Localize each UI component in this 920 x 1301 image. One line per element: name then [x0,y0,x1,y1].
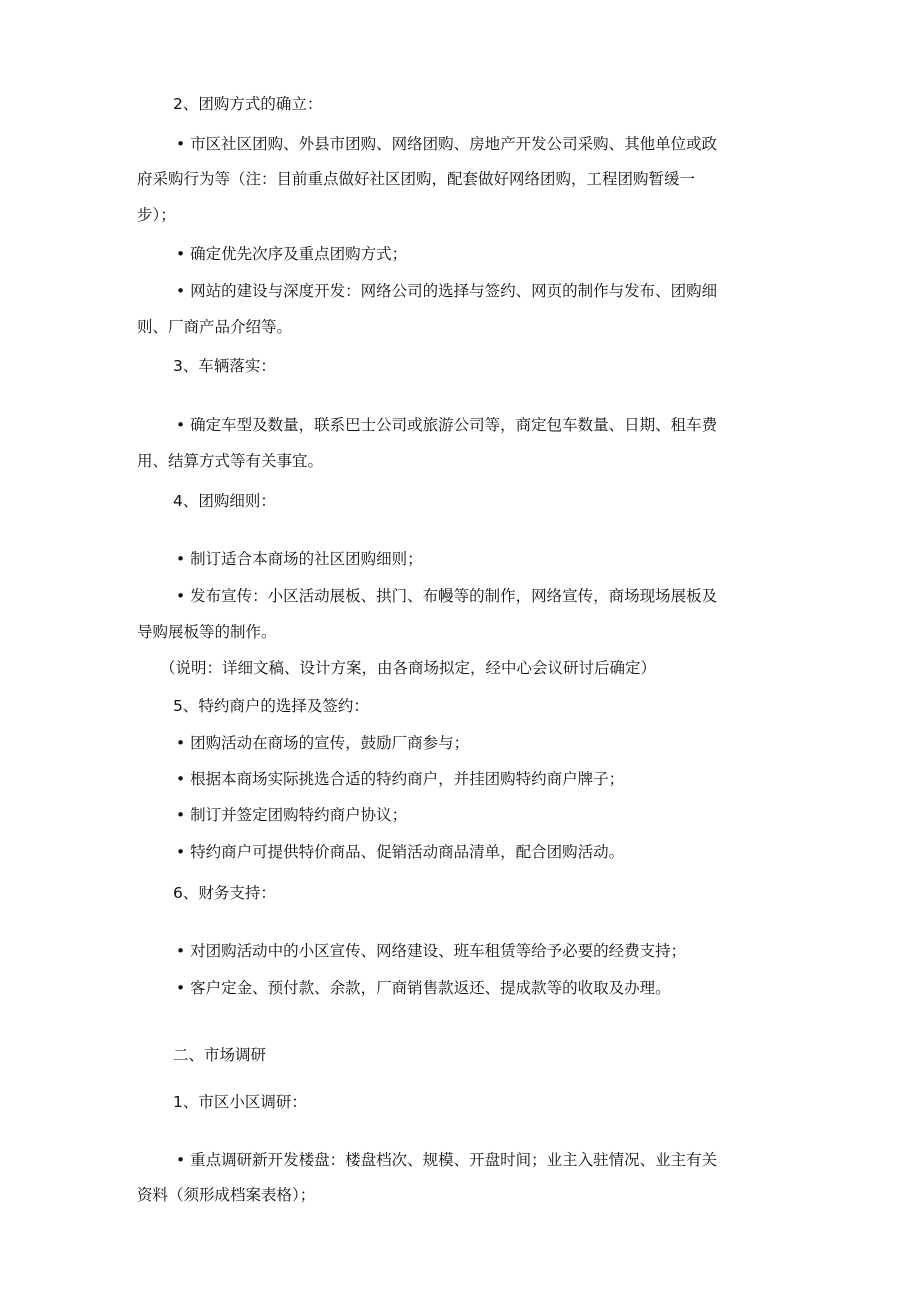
heading-finance-support: 6、财务支持： [173,884,276,902]
heading-district-research: 1、市区小区调研： [173,1093,307,1111]
bullet-line: • 确定优先次序及重点团购方式； [176,245,408,263]
bullet-line: • 客户定金、预付款、余款，厂商销售款返还、提成款等的收取及办理。 [176,979,671,997]
note-line: （说明：详细文稿、设计方案，由各商场拟定，经中心会议研讨后确定） [160,659,657,677]
bullet-line: • 制订适合本商场的社区团购细则； [176,550,423,568]
paragraph-line: 府采购行为等（注：目前重点做好社区团购，配套做好网络团购，工程团购暂缓一 [137,170,696,188]
section-market-research: 二、市场调研 [173,1046,267,1064]
paragraph-line: 步）； [137,206,176,224]
paragraph-line: 资料（须形成档案表格）； [137,1186,316,1204]
paragraph-line: 则、厂商产品介绍等。 [137,318,293,336]
heading-group-buy-method: 2、团购方式的确立： [173,95,323,113]
bullet-line: • 对团购活动中的小区宣传、网络建设、班车租赁等给予必要的经费支持； [176,942,687,960]
bullet-line: • 团购活动在商场的宣传，鼓励厂商参与； [176,734,470,752]
bullet-line: • 市区社区团购、外县市团购、网络团购、房地产开发公司采购、其他单位或政 [176,135,718,153]
heading-vehicles: 3、车辆落实： [173,357,276,375]
heading-special-merchants: 5、特约商户的选择及签约： [173,697,369,715]
bullet-line: • 重点调研新开发楼盘：楼盘档次、规模、开盘时间；业主入驻情况、业主有关 [176,1151,718,1169]
bullet-line: • 网站的建设与深度开发：网络公司的选择与签约、网页的制作与发布、团购细 [176,282,718,300]
bullet-line: • 发布宣传：小区活动展板、拱门、布幔等的制作，网络宣传，商场现场展板及 [176,587,718,605]
paragraph-line: 用、结算方式等有关事宜。 [137,452,324,470]
bullet-line: • 确定车型及数量，联系巴士公司或旅游公司等，商定包车数量、日期、租车费 [176,416,718,434]
bullet-line: • 特约商户可提供特价商品、促销活动商品清单，配合团购活动。 [176,843,625,861]
bullet-line: • 根据本商场实际挑选合适的特约商户，并挂团购特约商户牌子； [176,770,625,788]
paragraph-line: 导购展板等的制作。 [137,623,277,641]
bullet-line: • 制订并签定团购特约商户协议； [176,806,408,824]
heading-group-buy-rules: 4、团购细则： [173,492,276,510]
